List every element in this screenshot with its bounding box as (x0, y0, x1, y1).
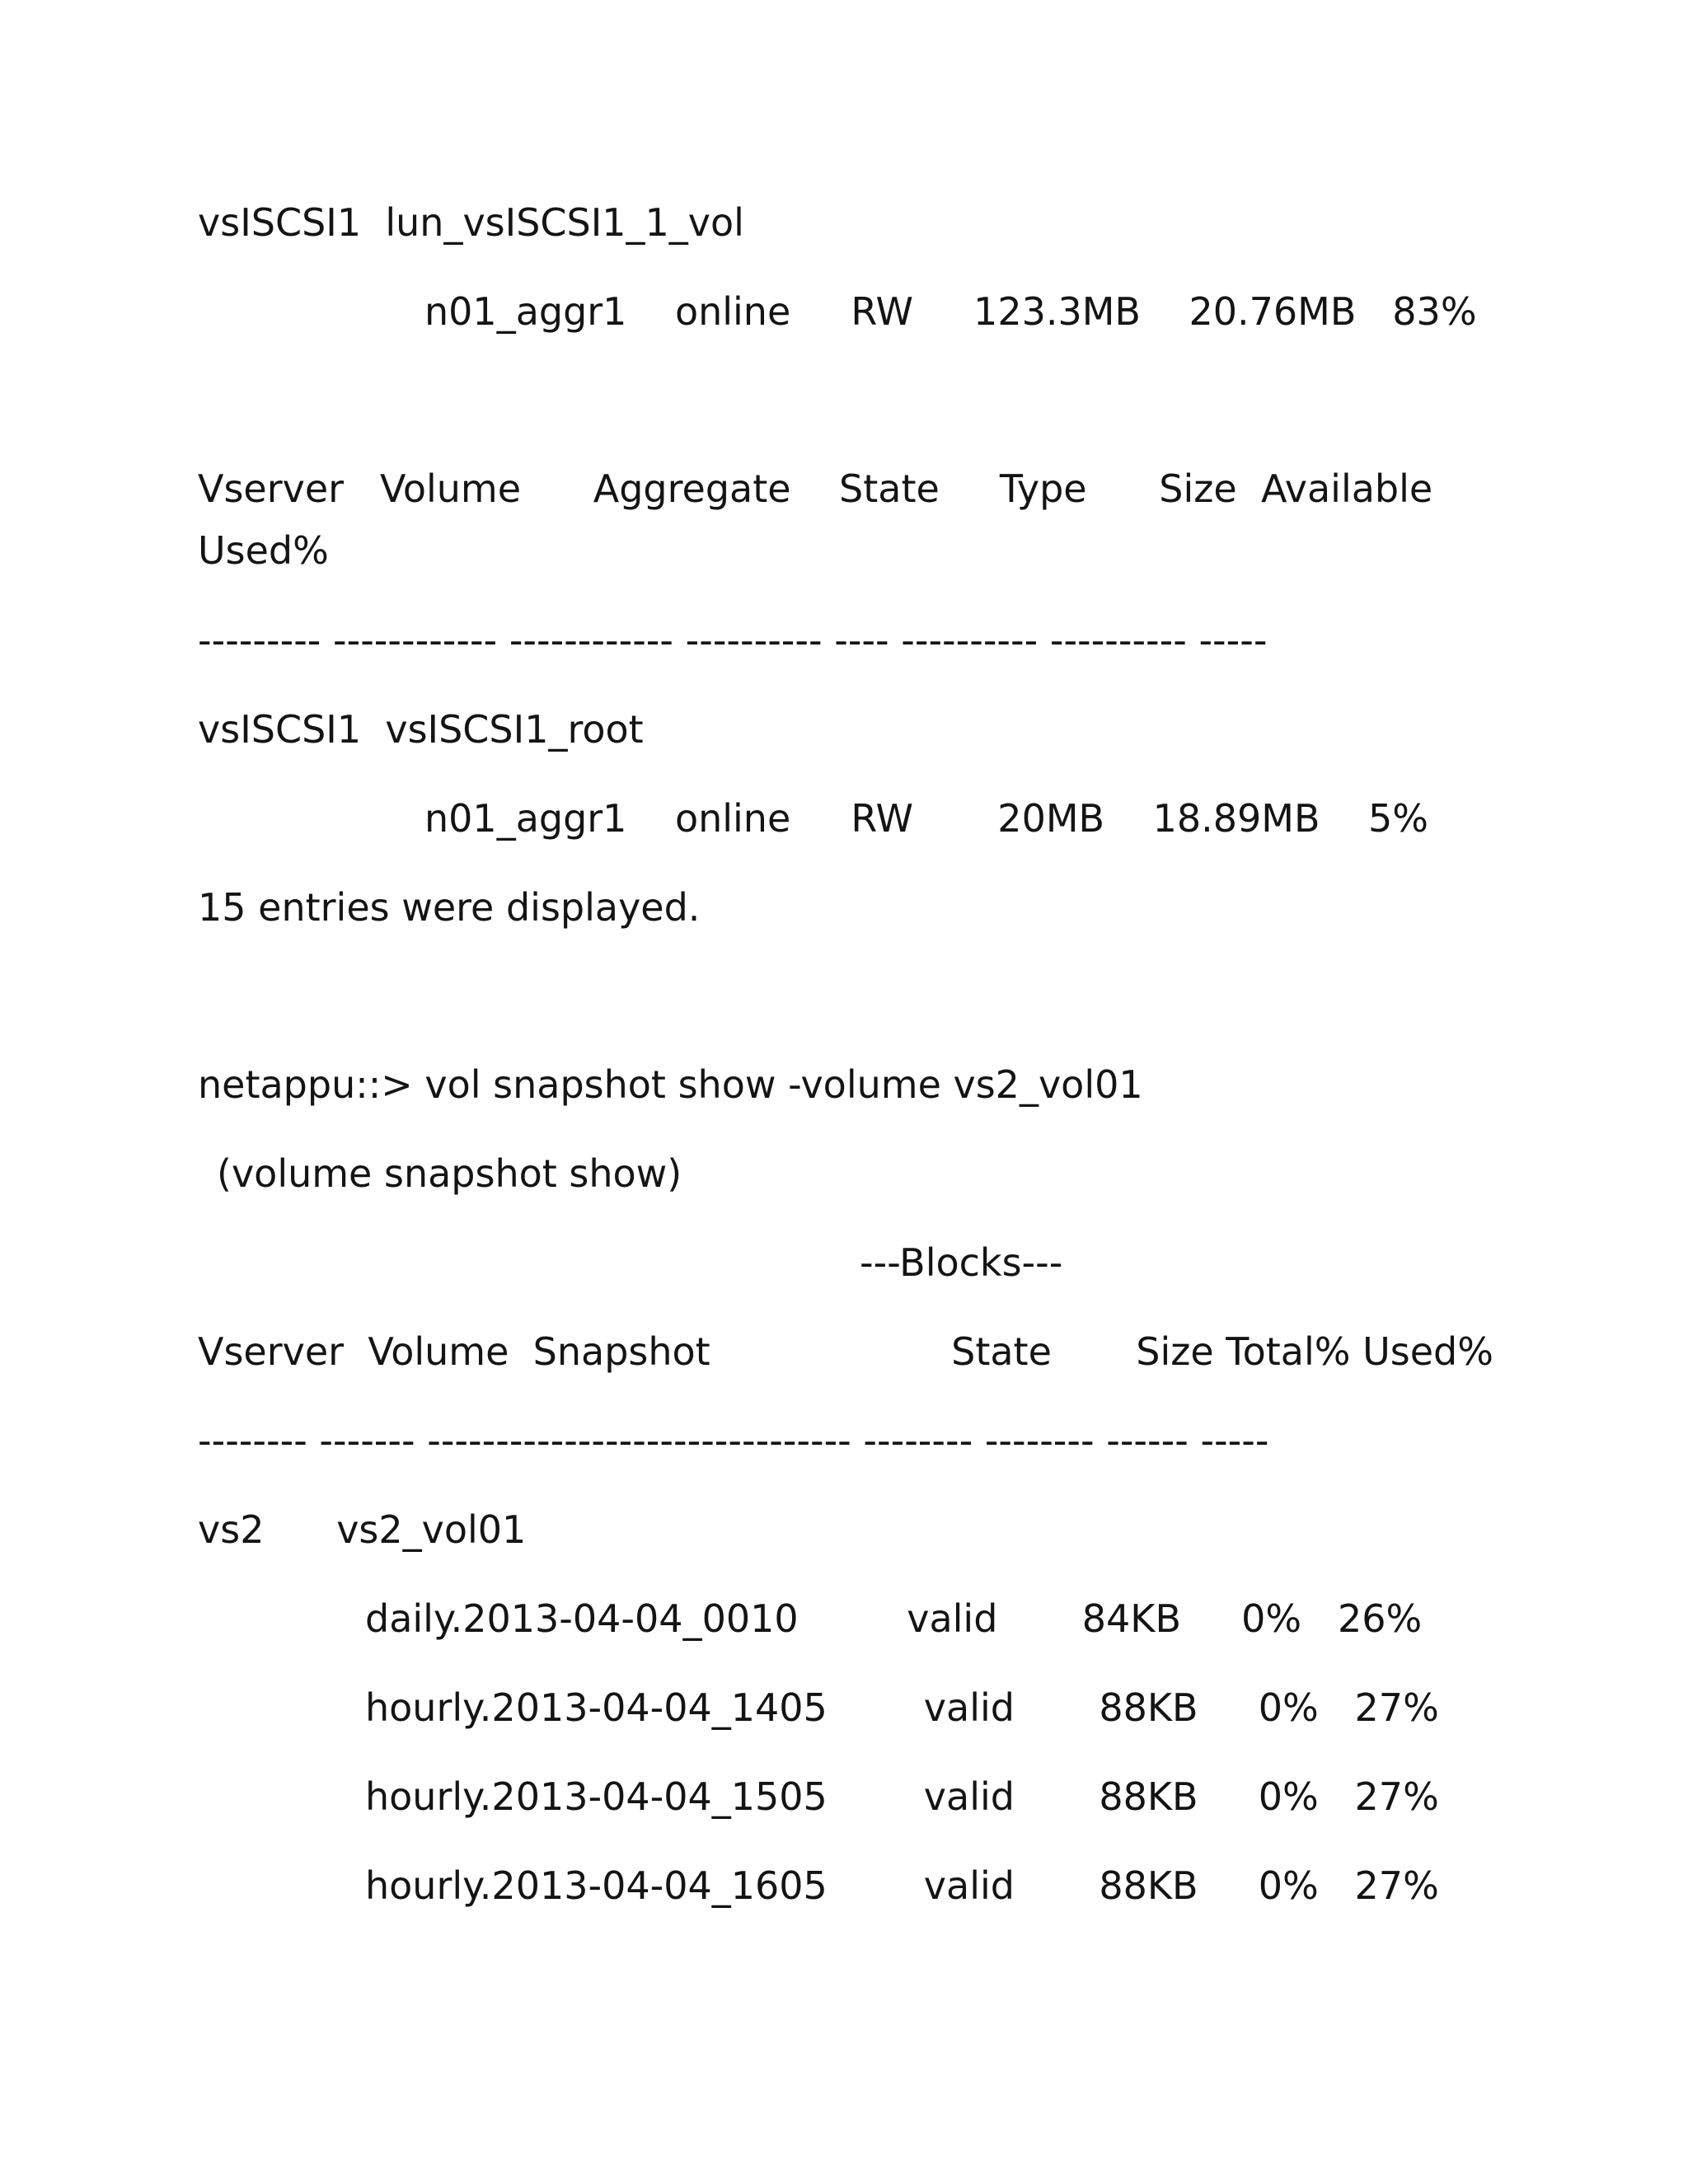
snapshot-vserver-volume: vs2 vs2_vol01 (198, 1507, 527, 1552)
volume-line-vserver-volume: vsISCSI1 lun_vsISCSI1_1_vol (198, 200, 744, 245)
snapshot-row: daily.2013-04-04_0010 valid 84KB 0% 26% (365, 1596, 1423, 1641)
snapshot-row: hourly.2013-04-04_1605 valid 88KB 0% 27% (365, 1863, 1439, 1908)
snapshot-row: hourly.2013-04-04_1405 valid 88KB 0% 27% (365, 1685, 1439, 1730)
volume-table-row-details: n01_aggr1 online RW 20MB 18.89MB 5% (424, 796, 1428, 841)
entries-count-footer: 15 entries were displayed. (198, 885, 701, 930)
volume-table-header-wrap: Used% (198, 528, 329, 573)
volume-table-rule: --------- ------------ ------------ ---------- ---- ---------- ---------- ----- (198, 618, 1268, 663)
snapshot-table-rule: -------- ------- ------------------------------- -------- -------- ------ ----- (198, 1418, 1269, 1463)
volume-line-details: n01_aggr1 online RW 123.3MB 20.76MB 83% (424, 289, 1477, 334)
snapshot-command: netappu::> vol snapshot show -volume vs2_vol01 (198, 1062, 1143, 1107)
snapshot-command-alias: (volume snapshot show) (217, 1151, 682, 1196)
snapshot-table-header: Vserver Volume Snapshot State Size Total% Used% (198, 1329, 1493, 1374)
volume-table-row-vserver-volume: vsISCSI1 vsISCSI1_root (198, 707, 644, 752)
snapshot-blocks-header: ---Blocks--- (860, 1240, 1063, 1285)
volume-table-header: Vserver Volume Aggregate State Type Size Available (198, 466, 1433, 511)
snapshot-row: hourly.2013-04-04_1505 valid 88KB 0% 27% (365, 1774, 1439, 1819)
